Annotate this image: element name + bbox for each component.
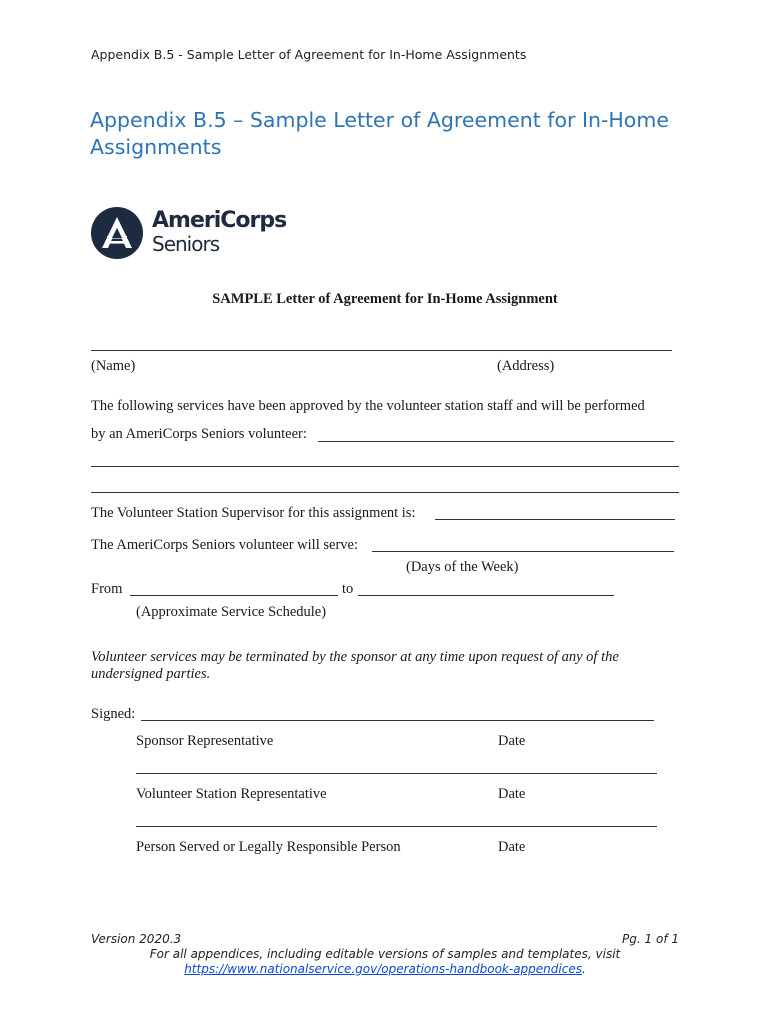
days-label: (Days of the Week) — [406, 559, 519, 575]
to-label: to — [342, 581, 354, 597]
to-line[interactable] — [358, 595, 614, 596]
footer-note: For all appendices, including editable versions of samples and templates, visit — [149, 947, 621, 961]
services-blank-line-1[interactable] — [91, 466, 679, 467]
days-line[interactable] — [372, 551, 674, 552]
signatory-role: Sponsor Representative — [136, 733, 274, 749]
signatory-role: Volunteer Station Representative — [136, 786, 327, 802]
americorps-logo-icon — [90, 206, 144, 260]
appendices-link[interactable]: https://www.nationalservice.gov/operations-handbook-appendices — [184, 962, 582, 976]
termination-text-line2: undersigned parties. — [91, 666, 211, 682]
services-text-line2: by an AmeriCorps Seniors volunteer: — [91, 426, 307, 442]
logo-wordmark-americorps: AmeriCorps — [152, 208, 287, 233]
person-served-signature-line[interactable] — [136, 826, 657, 827]
footer-page-number: Pg. 1 of 1 — [622, 932, 679, 946]
letter-heading: SAMPLE Letter of Agreement for In-Home Assignment — [212, 291, 558, 307]
footer-link-period: . — [581, 962, 586, 976]
name-label: (Name) — [91, 358, 136, 374]
name-address-line[interactable] — [91, 350, 672, 351]
termination-text-line1: Volunteer services may be terminated by the sponsor at any time upon request of any of the — [91, 649, 619, 665]
footer-link-line — [0, 962, 770, 976]
schedule-label: (Approximate Service Schedule) — [136, 604, 327, 620]
services-text-line1: The following services have been approved by the volunteer station staff and will be performed — [91, 398, 645, 414]
supervisor-line[interactable] — [435, 519, 675, 520]
supervisor-label: The Volunteer Station Supervisor for this assignment is: — [91, 505, 416, 521]
volunteer-name-line[interactable] — [318, 441, 674, 442]
americorps-seniors-logo — [90, 204, 290, 262]
footer-version: Version 2020.3 — [91, 932, 182, 946]
signed-label: Signed: — [91, 706, 136, 722]
page-title: Appendix B.5 – Sample Letter of Agreement for In-Home Assignments — [90, 108, 669, 159]
from-label: From — [91, 581, 123, 597]
signatory-date-label: Date — [498, 786, 526, 802]
signatory-role: Person Served or Legally Responsible Person — [136, 839, 401, 855]
volunteer-station-signature-line[interactable] — [136, 773, 657, 774]
services-blank-line-2[interactable] — [91, 492, 679, 493]
from-line[interactable] — [130, 595, 338, 596]
running-header: Appendix B.5 - Sample Letter of Agreement for In-Home Assignments — [91, 47, 527, 62]
serve-label: The AmeriCorps Seniors volunteer will serve: — [91, 537, 358, 553]
signatory-date-label: Date — [498, 839, 526, 855]
sponsor-signature-line[interactable] — [141, 720, 654, 721]
logo-wordmark-seniors: Seniors — [152, 232, 220, 256]
address-label: (Address) — [497, 358, 555, 374]
signatory-date-label: Date — [498, 733, 526, 749]
